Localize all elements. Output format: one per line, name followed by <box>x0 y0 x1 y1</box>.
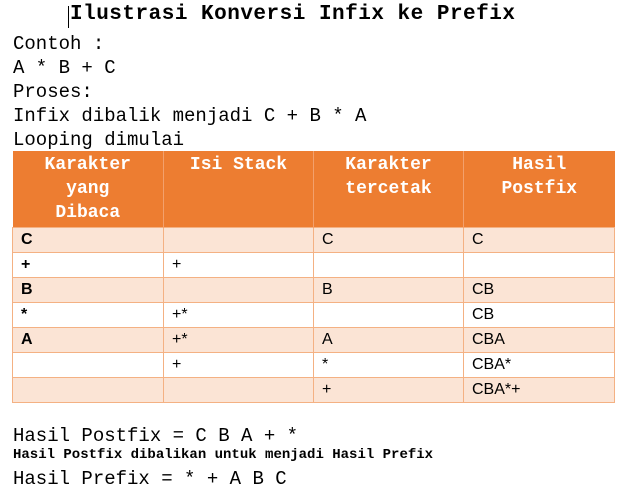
cell-postfix: CBA* <box>464 353 615 378</box>
table-row <box>13 278 615 303</box>
reversed-infix-text: Infix dibalik menjadi C + B * A <box>13 105 367 127</box>
cell-stack <box>164 228 314 253</box>
cell-postfix <box>464 253 615 278</box>
header-line: Dibaca <box>55 203 121 223</box>
table-row <box>13 328 615 353</box>
cell-karakter <box>13 353 164 378</box>
cell-tercetak: B <box>314 278 464 303</box>
cell-stack <box>164 378 314 403</box>
table-row <box>13 378 615 403</box>
header-line: Karakter <box>44 155 131 175</box>
table-row <box>13 303 615 328</box>
looping-text: Looping dimulai <box>13 129 185 151</box>
cell-postfix: CBA <box>464 328 615 353</box>
cell-postfix: CB <box>464 303 615 328</box>
cell-karakter <box>13 378 164 403</box>
cell-stack: +* <box>164 303 314 328</box>
cell-karakter: C <box>13 228 164 253</box>
prefix-result: Hasil Prefix = * + A B C <box>13 468 287 490</box>
table-header-row <box>13 151 615 228</box>
cell-karakter: B <box>13 278 164 303</box>
cell-tercetak: + <box>314 378 464 403</box>
table-row <box>13 253 615 278</box>
cell-karakter: * <box>13 303 164 328</box>
header-karakter-tercetak <box>314 151 464 228</box>
cell-tercetak <box>314 303 464 328</box>
process-label: Proses: <box>13 81 93 103</box>
header-line: Postfix <box>501 179 578 199</box>
header-line: tercetak <box>345 179 432 199</box>
header-line: Karakter <box>345 155 432 175</box>
cell-karakter: A <box>13 328 164 353</box>
cell-stack: +* <box>164 328 314 353</box>
cell-tercetak: * <box>314 353 464 378</box>
header-line: Hasil <box>512 155 567 175</box>
table-row <box>13 228 615 253</box>
text-cursor <box>68 6 69 28</box>
header-line: yang <box>66 179 110 199</box>
cell-tercetak: A <box>314 328 464 353</box>
header-isi-stack <box>164 151 314 228</box>
cell-postfix: CB <box>464 278 615 303</box>
cell-stack: + <box>164 253 314 278</box>
cell-stack <box>164 278 314 303</box>
example-label: Contoh : <box>13 33 105 55</box>
cell-stack: + <box>164 353 314 378</box>
table-row <box>13 353 615 378</box>
header-line: Isi Stack <box>189 155 288 175</box>
cell-postfix: C <box>464 228 615 253</box>
cell-tercetak: C <box>314 228 464 253</box>
cell-karakter: + <box>13 253 164 278</box>
reverse-note: Hasil Postfix dibalikan untuk menjadi Hasil Prefix <box>13 447 434 463</box>
cell-postfix: CBA*+ <box>464 378 615 403</box>
cell-tercetak <box>314 253 464 278</box>
document-title: Ilustrasi Konversi Infix ke Prefix <box>70 3 516 26</box>
example-expression: A * B + C <box>13 57 116 79</box>
postfix-result: Hasil Postfix = C B A + * <box>13 425 299 447</box>
header-karakter-dibaca <box>13 151 164 228</box>
header-hasil-postfix <box>464 151 615 228</box>
conversion-table <box>12 151 615 403</box>
